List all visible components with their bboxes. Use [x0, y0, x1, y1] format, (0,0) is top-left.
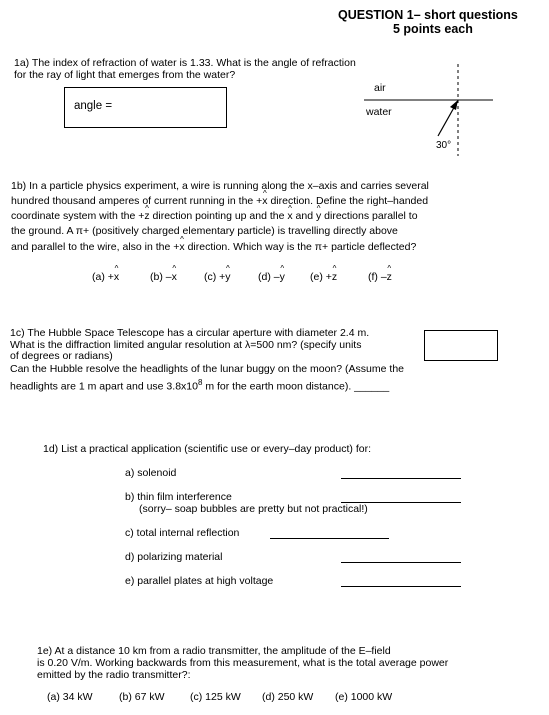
- q1d-item-d-label: d) polarizing material: [125, 551, 223, 563]
- question-title: QUESTION 1– short questions: [338, 8, 518, 22]
- q1e-option-b[interactable]: (b) 67 kW: [119, 691, 165, 703]
- q1d-item-e-blank[interactable]: [341, 586, 461, 587]
- q1b-text-line4: the ground. A π+ (positively charged elementary particle) is travelling directly above: [11, 225, 398, 237]
- q1b-option-e[interactable]: (e) +^ z: [310, 271, 337, 283]
- q1a-text-line2: for the ray of light that emerges from the water?: [14, 69, 236, 81]
- q1c-text-line4: Can the Hubble resolve the headlights of the lunar buggy on the moon? (Assume the: [10, 363, 405, 375]
- q1a-answer-label: angle =: [74, 100, 113, 112]
- q1e-option-e[interactable]: (e) 1000 kW: [335, 691, 393, 703]
- q1d-item-b-note: (sorry– soap bubbles are pretty but not practical!): [139, 503, 368, 515]
- q1c-text-line3: of degrees or radians): [10, 350, 113, 362]
- q1c-answer-box[interactable]: [424, 330, 498, 361]
- refraction-diagram: [360, 60, 500, 160]
- q1b-text-line2: hundred thousand amperes of current running in the +^ x direction. Define the right–handed: [11, 194, 428, 208]
- q1e-option-d[interactable]: (d) 250 kW: [262, 691, 314, 703]
- q1b-option-a[interactable]: (a) +^ x: [92, 271, 119, 283]
- q1d-item-d-blank[interactable]: [341, 562, 461, 563]
- q1b-option-c[interactable]: (c) +^ y: [204, 271, 231, 283]
- q1b-text-line3: coordinate system with the +^ z direction pointing up and the ^ x and ^ y directions parallel to: [11, 209, 418, 223]
- label-air: air: [374, 82, 386, 94]
- q1d-item-c-blank[interactable]: [270, 538, 389, 539]
- q1e-option-c[interactable]: (c) 125 kW: [190, 691, 241, 703]
- q1b-option-b[interactable]: (b) –^ x: [150, 271, 177, 283]
- q1c-text-line2: What is the diffraction limited angular resolution at λ=500 nm? (specify units: [10, 339, 362, 351]
- q1b-option-f[interactable]: (f) –^ z: [368, 271, 392, 283]
- label-angle: 30°: [436, 140, 452, 151]
- q1d-item-e-label: e) parallel plates at high voltage: [125, 575, 274, 587]
- q1e-text-line3: emitted by the radio transmitter?:: [37, 669, 191, 681]
- points-subtitle: 5 points each: [393, 22, 473, 36]
- light-ray: [438, 104, 456, 136]
- q1d-item-a-label: a) solenoid: [125, 467, 177, 479]
- q1e-option-a[interactable]: (a) 34 kW: [47, 691, 93, 703]
- q1d-item-c-label: c) total internal reflection: [125, 527, 240, 539]
- q1e-text-line2: is 0.20 V/m. Working backwards from this measurement, what is the total average power: [37, 657, 449, 669]
- label-water: water: [366, 106, 392, 118]
- q1e-text-line1: 1e) At a distance 10 km from a radio transmitter, the amplitude of the E–field: [37, 645, 391, 657]
- q1b-option-d[interactable]: (d) –^ y: [258, 271, 285, 283]
- q1b-text-line5: and parallel to the wire, also in the +^ x direction. Which way is the π+ particle deflected?: [11, 240, 416, 254]
- q1c-text-line5: headlights are 1 m apart and use $3.8x10^8$ m for the earth moon distance). ______: [10, 378, 390, 393]
- q1b-text-line1: 1b) In a particle physics experiment, a wire is running along the x–axis and carries several: [11, 180, 429, 192]
- q1d-prompt: 1d) List a practical application (scientific use or every–day product) for:: [43, 443, 371, 455]
- q1d-item-b-blank[interactable]: [341, 502, 461, 503]
- ray-arrowhead-icon: [450, 100, 458, 110]
- q1a-answer-box[interactable]: [64, 87, 227, 128]
- q1d-item-b-label: b) thin film interference: [125, 491, 232, 503]
- q1d-item-a-blank[interactable]: [341, 478, 461, 479]
- q1a-text-line1: 1a) The index of refraction of water is 1.33. What is the angle of refraction: [14, 57, 356, 69]
- q1c-text-line1: 1c) The Hubble Space Telescope has a circular aperture with diameter 2.4 m.: [10, 327, 370, 339]
